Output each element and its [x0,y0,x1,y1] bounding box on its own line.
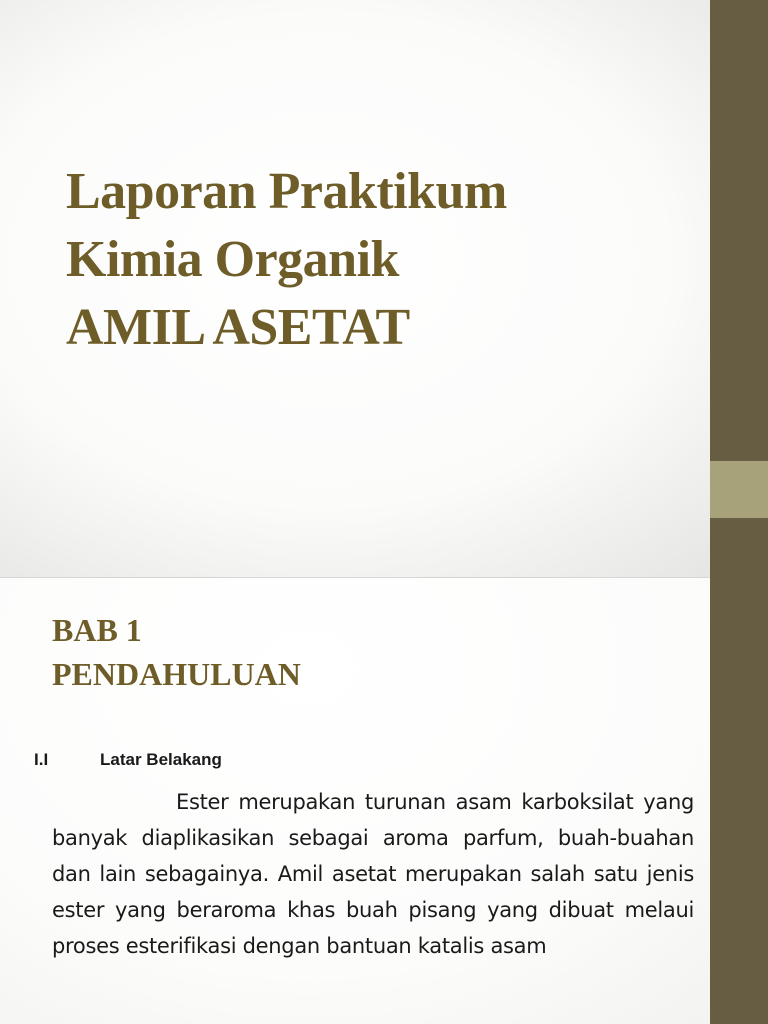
subsection-title: Latar Belakang [100,750,222,769]
heading-line-1: BAB 1 [52,612,142,648]
heading-line-2: PENDAHULUAN [52,656,301,692]
subsection-number: I.I [34,750,49,769]
body-paragraph: Ester merupakan turunan asam karboksilat yang banyak diaplikasikan sebagai aroma parfum, buah-buahan dan lain sebagainya. Amil asetat merupakan salah satu jenis ester yang beraroma khas buah pisang yang dibuat melaui proses esterifikasi dengan bantuan katalis asam [52,790,694,958]
title-line-1: Laporan Praktikum [66,163,507,220]
chapter-heading [52,608,652,696]
title-line-3: AMIL ASETAT [66,299,410,356]
side-accent-block [710,461,768,518]
side-band [710,578,768,1024]
subsection-heading [34,750,434,770]
title-line-2: Kimia Organik [66,231,399,288]
content-slide [0,578,768,1024]
slide-title [66,158,686,362]
